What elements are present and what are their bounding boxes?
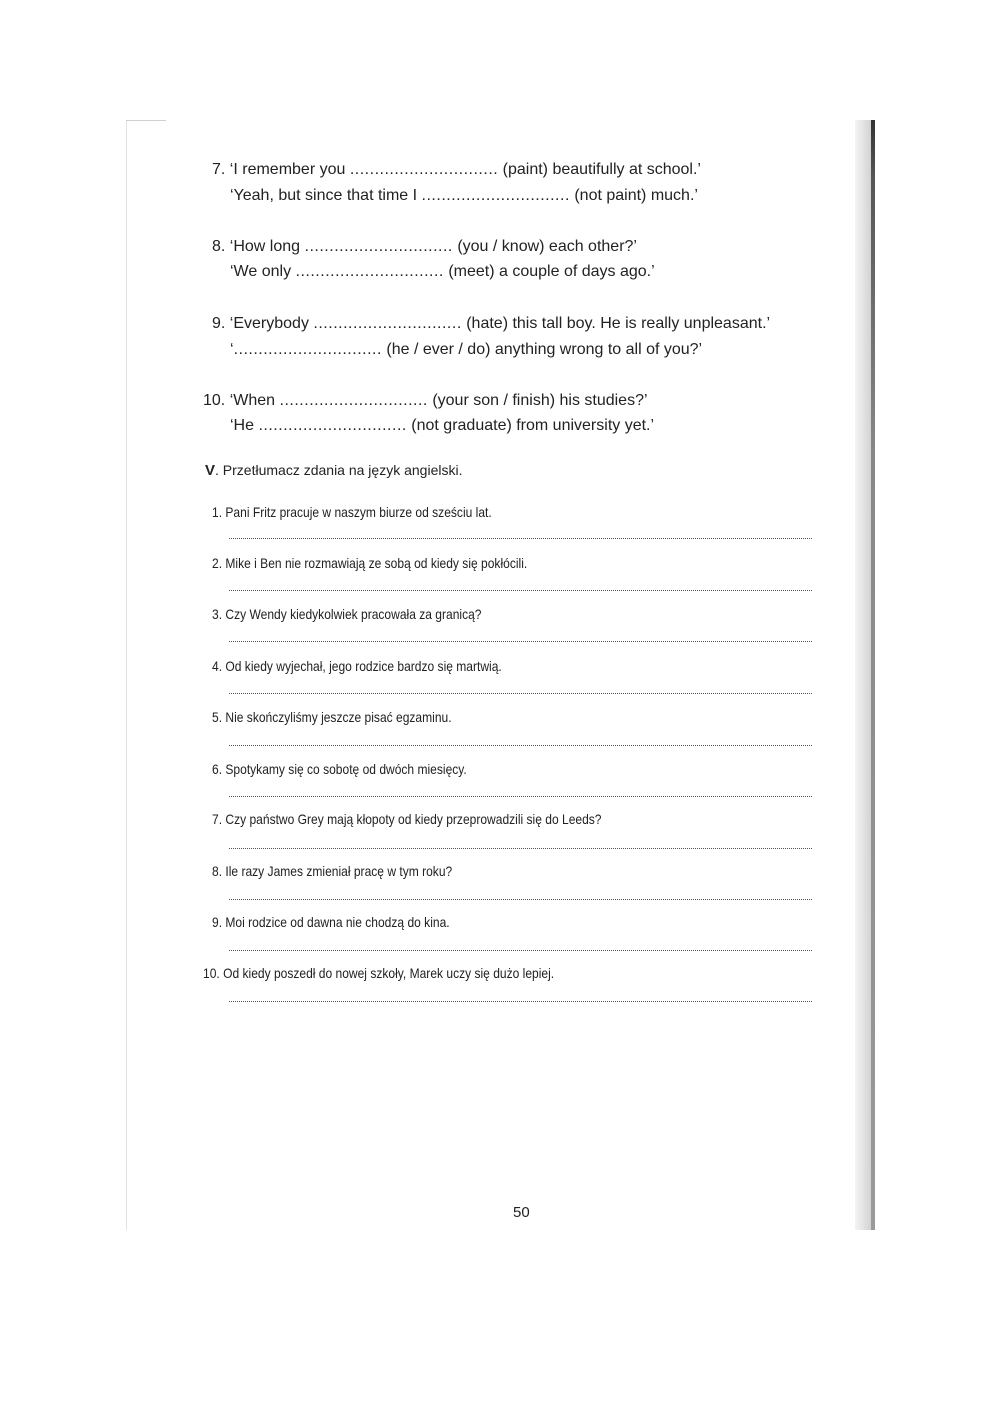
answer-line-6[interactable]: [229, 796, 812, 797]
exercise-item-9-line-2: [230, 340, 702, 360]
sentence-text: Spotykamy się co sobotę od dwóch miesięcy.: [225, 761, 467, 777]
item-number: 2.: [212, 555, 223, 571]
page-binding-shadow: [855, 120, 875, 1230]
item-number: 8.: [212, 863, 223, 879]
verb-hint: (you / know) each other?’: [457, 238, 637, 255]
translation-item-5: [212, 708, 452, 726]
verb-hint: (hate) this tall boy. He is really unpleasant.’: [466, 315, 771, 332]
sentence-text: Pani Fritz pracuje w naszym biurze od sześciu lat.: [225, 504, 492, 520]
exercise-item-10-line-1: [203, 391, 648, 411]
prompt-text: ‘How long: [229, 238, 301, 255]
translation-item-4: [212, 657, 502, 675]
answer-blank[interactable]: ..............................: [279, 392, 428, 409]
prompt-text: ‘He: [230, 417, 255, 434]
prompt-text: ‘We only: [230, 263, 292, 280]
sentence-text: Od kiedy wyjechał, jego rodzice bardzo się martwią.: [225, 658, 502, 674]
item-number: 6.: [212, 761, 223, 777]
translation-item-7: [212, 810, 602, 828]
answer-line-10[interactable]: [229, 1001, 812, 1002]
translation-item-3: [212, 605, 481, 623]
exercise-item-7-line-2: [230, 186, 698, 206]
item-number: 4.: [212, 658, 223, 674]
answer-blank[interactable]: ..............................: [349, 161, 499, 178]
item-number: 5.: [212, 709, 223, 725]
translation-item-9: [212, 913, 450, 931]
answer-blank[interactable]: ..............................: [421, 187, 570, 204]
scan-edge-top: [126, 120, 166, 121]
answer-blank[interactable]: ..............................: [295, 263, 444, 280]
section-v-heading: [205, 462, 462, 479]
answer-line-1[interactable]: [229, 538, 812, 539]
sentence-text: Moi rodzice od dawna nie chodzą do kina.: [225, 914, 450, 930]
section-instruction: . Przetłumacz zdania na język angielski.: [215, 462, 463, 478]
item-number: 8.: [212, 238, 226, 255]
answer-blank[interactable]: ..............................: [233, 341, 382, 358]
verb-hint: (meet) a couple of days ago.’: [448, 263, 655, 280]
exercise-item-7-line-1: [212, 160, 701, 180]
translation-item-1: [212, 503, 492, 521]
exercise-item-9-line-1: [212, 314, 770, 334]
item-number: 1.: [212, 504, 223, 520]
sentence-text: Od kiedy poszedł do nowej szkoły, Marek uczy się dużo lepiej.: [223, 965, 555, 981]
verb-hint: (paint) beautifully at school.’: [502, 161, 701, 178]
answer-line-8[interactable]: [229, 899, 812, 900]
scan-edge-left: [126, 120, 127, 1230]
answer-line-7[interactable]: [229, 848, 812, 849]
page-number: 50: [513, 1204, 530, 1221]
verb-hint: (not paint) much.’: [574, 187, 698, 204]
exercise-item-10-line-2: [230, 416, 654, 436]
prompt-text: ‘Yeah, but since that time I: [230, 187, 418, 204]
item-number: 9.: [212, 315, 226, 332]
prompt-text: ‘Everybody: [229, 315, 309, 332]
verb-hint: (your son / finish) his studies?’: [432, 392, 648, 409]
verb-hint: (not graduate) from university yet.’: [411, 417, 655, 434]
translation-item-10: [203, 964, 554, 982]
verb-hint: (he / ever / do) anything wrong to all of you?’: [386, 341, 703, 358]
answer-blank[interactable]: ..............................: [304, 238, 453, 255]
answer-line-5[interactable]: [229, 745, 812, 746]
prompt-text: ‘: [230, 341, 234, 358]
answer-line-4[interactable]: [229, 693, 812, 694]
sentence-text: Czy państwo Grey mają kłopoty od kiedy przeprowadzili się do Leeds?: [225, 811, 602, 827]
prompt-text: ‘When: [229, 392, 276, 409]
answer-blank[interactable]: ..............................: [258, 417, 407, 434]
sentence-text: Mike i Ben nie rozmawiają ze sobą od kiedy się pokłócili.: [225, 555, 528, 571]
sentence-text: Czy Wendy kiedykolwiek pracowała za granicą?: [225, 606, 482, 622]
exercise-item-8-line-1: [212, 237, 637, 257]
answer-line-3[interactable]: [229, 641, 812, 642]
item-number: 10.: [203, 965, 220, 981]
answer-line-9[interactable]: [229, 950, 812, 951]
item-number: 7.: [212, 161, 226, 178]
exercise-item-8-line-2: [230, 262, 655, 282]
translation-item-2: [212, 554, 527, 572]
answer-line-2[interactable]: [229, 590, 812, 591]
item-number: 10.: [203, 392, 226, 409]
sentence-text: Nie skończyliśmy jeszcze pisać egzaminu.: [225, 709, 452, 725]
answer-blank[interactable]: ..............................: [313, 315, 462, 332]
prompt-text: ‘I remember you: [229, 161, 346, 178]
sentence-text: Ile razy James zmieniał pracę w tym roku?: [225, 863, 453, 879]
item-number: 7.: [212, 811, 223, 827]
translation-item-8: [212, 862, 452, 880]
translation-item-6: [212, 760, 467, 778]
item-number: 9.: [212, 914, 223, 930]
section-label: V: [205, 462, 216, 479]
item-number: 3.: [212, 606, 223, 622]
